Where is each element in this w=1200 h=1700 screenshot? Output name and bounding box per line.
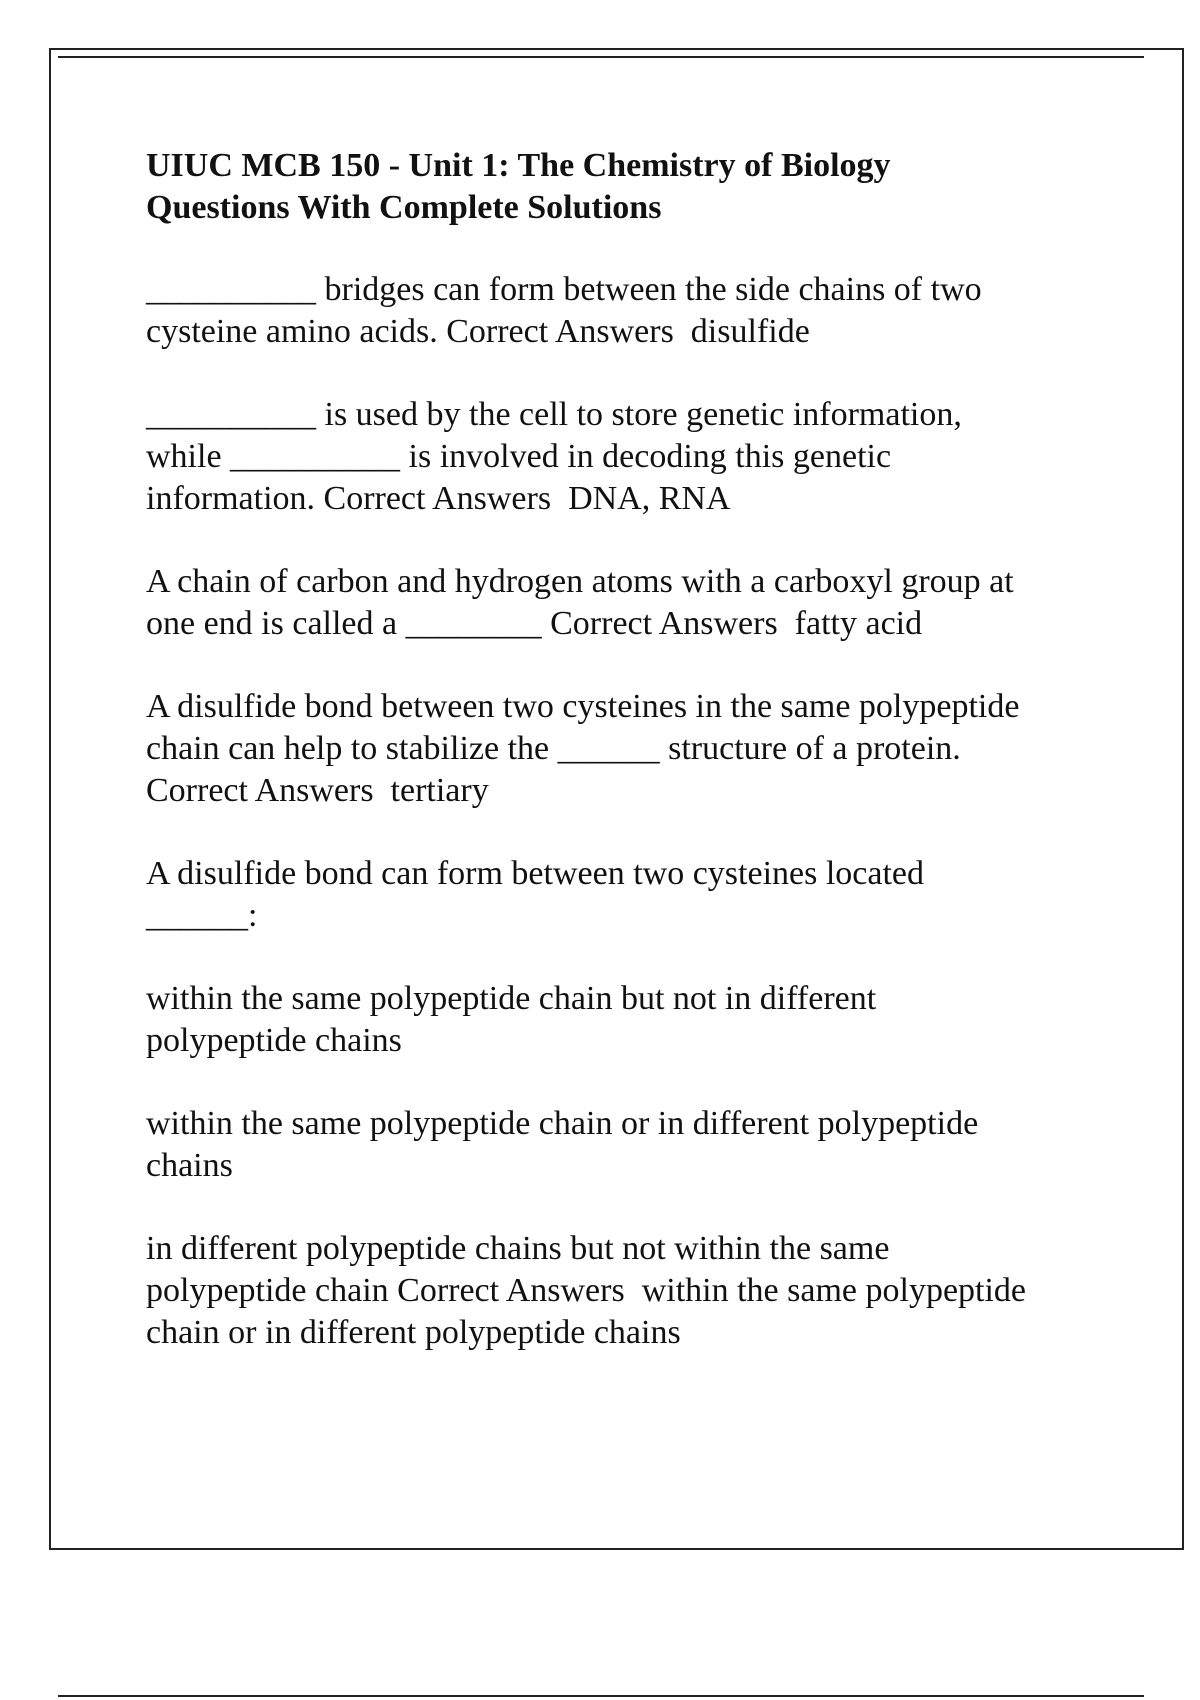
footer-rule (58, 1695, 1144, 1697)
text-line: chain can help to stabilize the ______ structure of a protein. (146, 730, 961, 767)
document-body (146, 145, 1106, 1395)
header-rule (58, 56, 1144, 58)
text-line: within the same polypeptide chain or in different polypeptide (146, 1105, 979, 1142)
text-line: information. Correct Answers DNA, RNA (146, 480, 731, 517)
question-dna-rna (146, 394, 1106, 520)
text-line: A chain of carbon and hydrogen atoms with a carboxyl group at (146, 563, 1014, 600)
document-title (146, 145, 1106, 229)
answer-option-3 (146, 1228, 1106, 1354)
question-tertiary-structure (146, 686, 1106, 812)
text-line: polypeptide chain Correct Answers within the same polypeptide (146, 1272, 1027, 1309)
title-line-1: UIUC MCB 150 - Unit 1: The Chemistry of Biology (146, 147, 891, 184)
text-line: in different polypeptide chains but not within the same (146, 1230, 890, 1267)
text-line: one end is called a ________ Correct Answers fatty acid (146, 605, 923, 642)
title-line-2: Questions With Complete Solutions (146, 189, 662, 226)
answer-option-1 (146, 978, 1106, 1062)
text-line: chains (146, 1147, 233, 1184)
question-fatty-acid (146, 561, 1106, 645)
text-line: A disulfide bond can form between two cysteines located (146, 855, 924, 892)
text-line: Correct Answers tertiary (146, 772, 489, 809)
text-line: cysteine amino acids. Correct Answers disulfide (146, 313, 810, 350)
text-line: chain or in different polypeptide chains (146, 1314, 681, 1351)
answer-option-2 (146, 1103, 1106, 1187)
text-line: polypeptide chains (146, 1022, 402, 1059)
question-disulfide-location (146, 853, 1106, 937)
question-disulfide-bridges (146, 269, 1106, 353)
text-line: __________ is used by the cell to store genetic information, (146, 396, 962, 433)
text-line: within the same polypeptide chain but not in different (146, 980, 877, 1017)
text-line: __________ bridges can form between the side chains of two (146, 271, 982, 308)
text-line: while __________ is involved in decoding this genetic (146, 438, 892, 475)
text-line: A disulfide bond between two cysteines in the same polypeptide (146, 688, 1020, 725)
text-line: ______: (146, 897, 258, 934)
